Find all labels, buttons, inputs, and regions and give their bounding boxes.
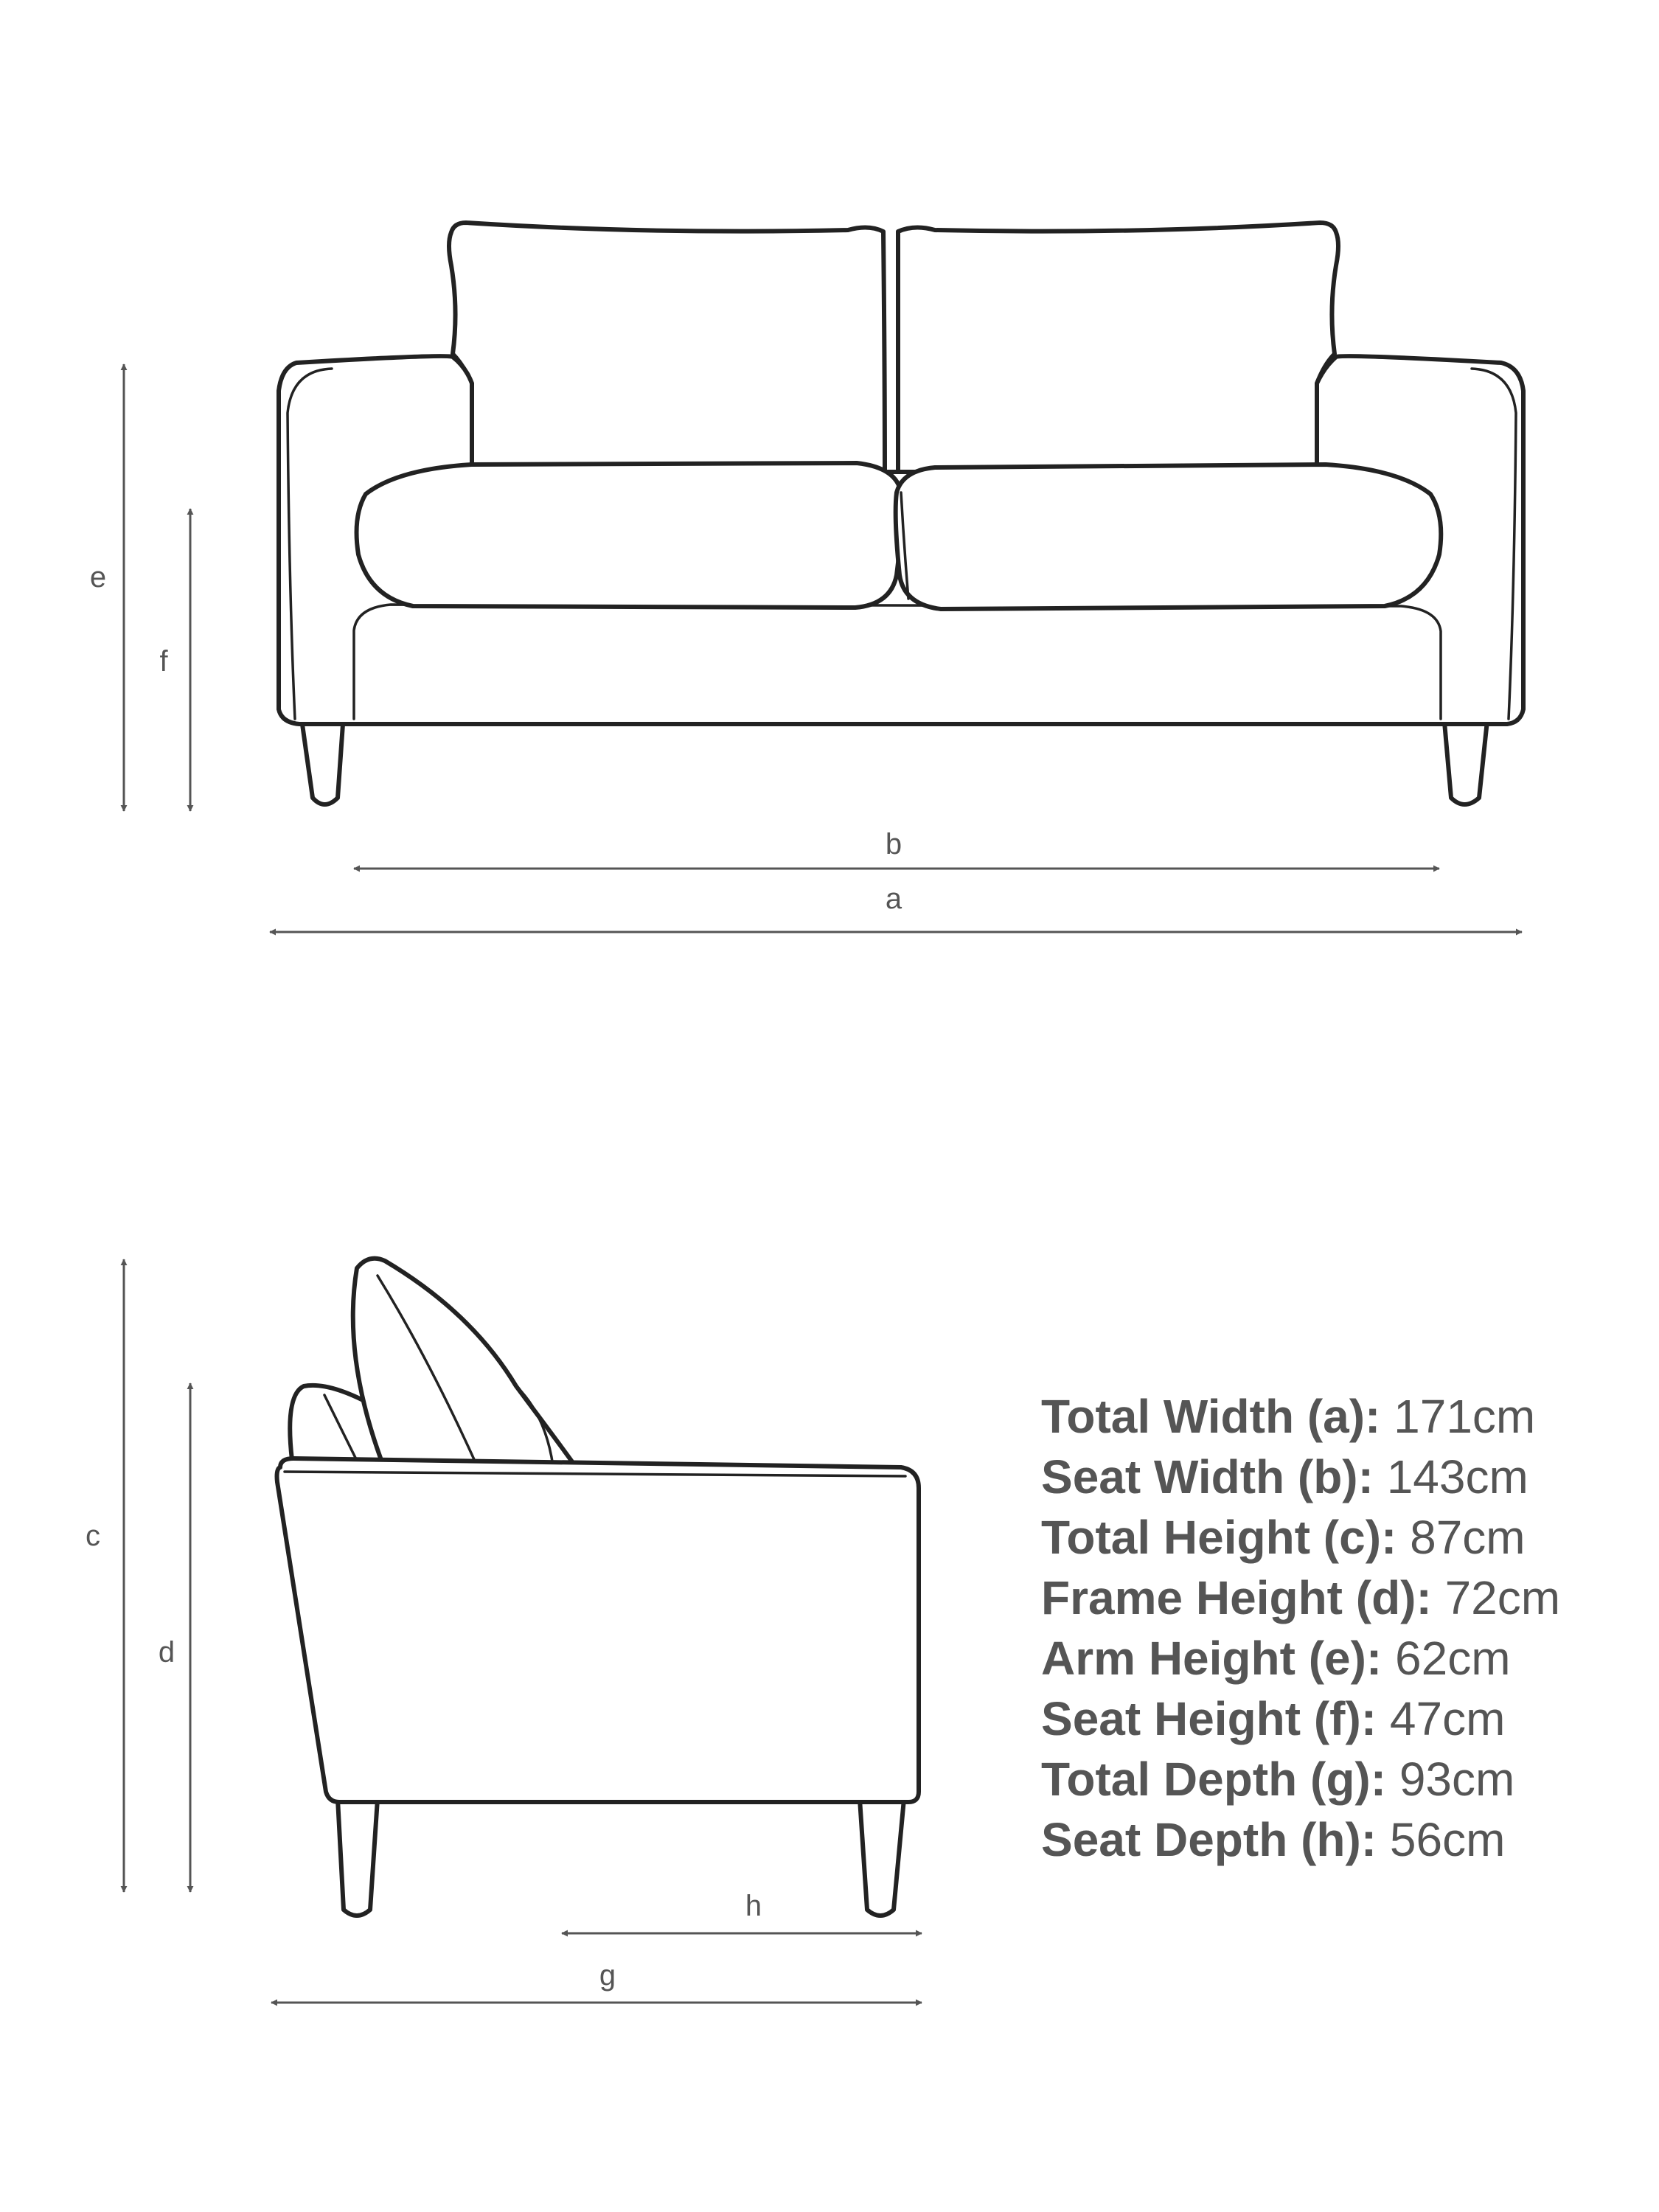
dim-label-c: c <box>86 1520 100 1552</box>
spec-total-width <box>1041 1386 1646 1447</box>
spec-label: Arm Height (e): <box>1041 1632 1382 1685</box>
dim-label-g: g <box>599 1959 616 1992</box>
dim-label-d: d <box>158 1636 175 1669</box>
spec-value: 72cm <box>1444 1571 1561 1624</box>
dim-label-b: b <box>885 828 902 860</box>
spec-label: Frame Height (d): <box>1041 1571 1432 1624</box>
spec-arm-height <box>1041 1628 1646 1688</box>
spec-seat-height <box>1041 1688 1646 1749</box>
dim-label-a: a <box>885 883 902 915</box>
spec-value: 47cm <box>1389 1692 1506 1745</box>
sofa-side-view <box>277 1259 919 1916</box>
spec-value: 93cm <box>1399 1753 1515 1806</box>
front-back-cushion-right <box>898 223 1338 487</box>
dim-label-f: f <box>159 645 168 678</box>
spec-value: 56cm <box>1389 1813 1506 1866</box>
spec-value: 171cm <box>1394 1390 1536 1443</box>
front-left-leg <box>301 714 344 804</box>
front-seat-cushion-left <box>357 463 902 608</box>
spec-seat-depth <box>1041 1809 1646 1870</box>
front-right-leg <box>1444 714 1488 804</box>
spec-label: Total Depth (g): <box>1041 1753 1387 1806</box>
dimension-spec-list <box>1041 1386 1646 1870</box>
spec-label: Total Width (a): <box>1041 1390 1381 1443</box>
sofa-front-view <box>279 223 1523 804</box>
front-seat-cushion-right <box>896 465 1441 609</box>
spec-label: Seat Width (b): <box>1041 1450 1374 1503</box>
spec-seat-width <box>1041 1447 1646 1507</box>
spec-frame-height <box>1041 1568 1646 1628</box>
spec-total-depth <box>1041 1749 1646 1809</box>
spec-label: Seat Depth (h): <box>1041 1813 1377 1866</box>
spec-value: 62cm <box>1395 1632 1511 1685</box>
front-back-cushion-left <box>449 223 885 487</box>
dim-label-e: e <box>89 561 107 594</box>
spec-label: Total Height (c): <box>1041 1511 1397 1564</box>
side-front-leg <box>860 1799 904 1916</box>
side-back-leg <box>338 1799 378 1916</box>
dim-label-h: h <box>745 1890 762 1922</box>
spec-label: Seat Height (f): <box>1041 1692 1377 1745</box>
spec-value: 87cm <box>1410 1511 1526 1564</box>
side-sofa-body <box>277 1458 919 1802</box>
spec-total-height <box>1041 1507 1646 1568</box>
spec-value: 143cm <box>1386 1450 1528 1503</box>
